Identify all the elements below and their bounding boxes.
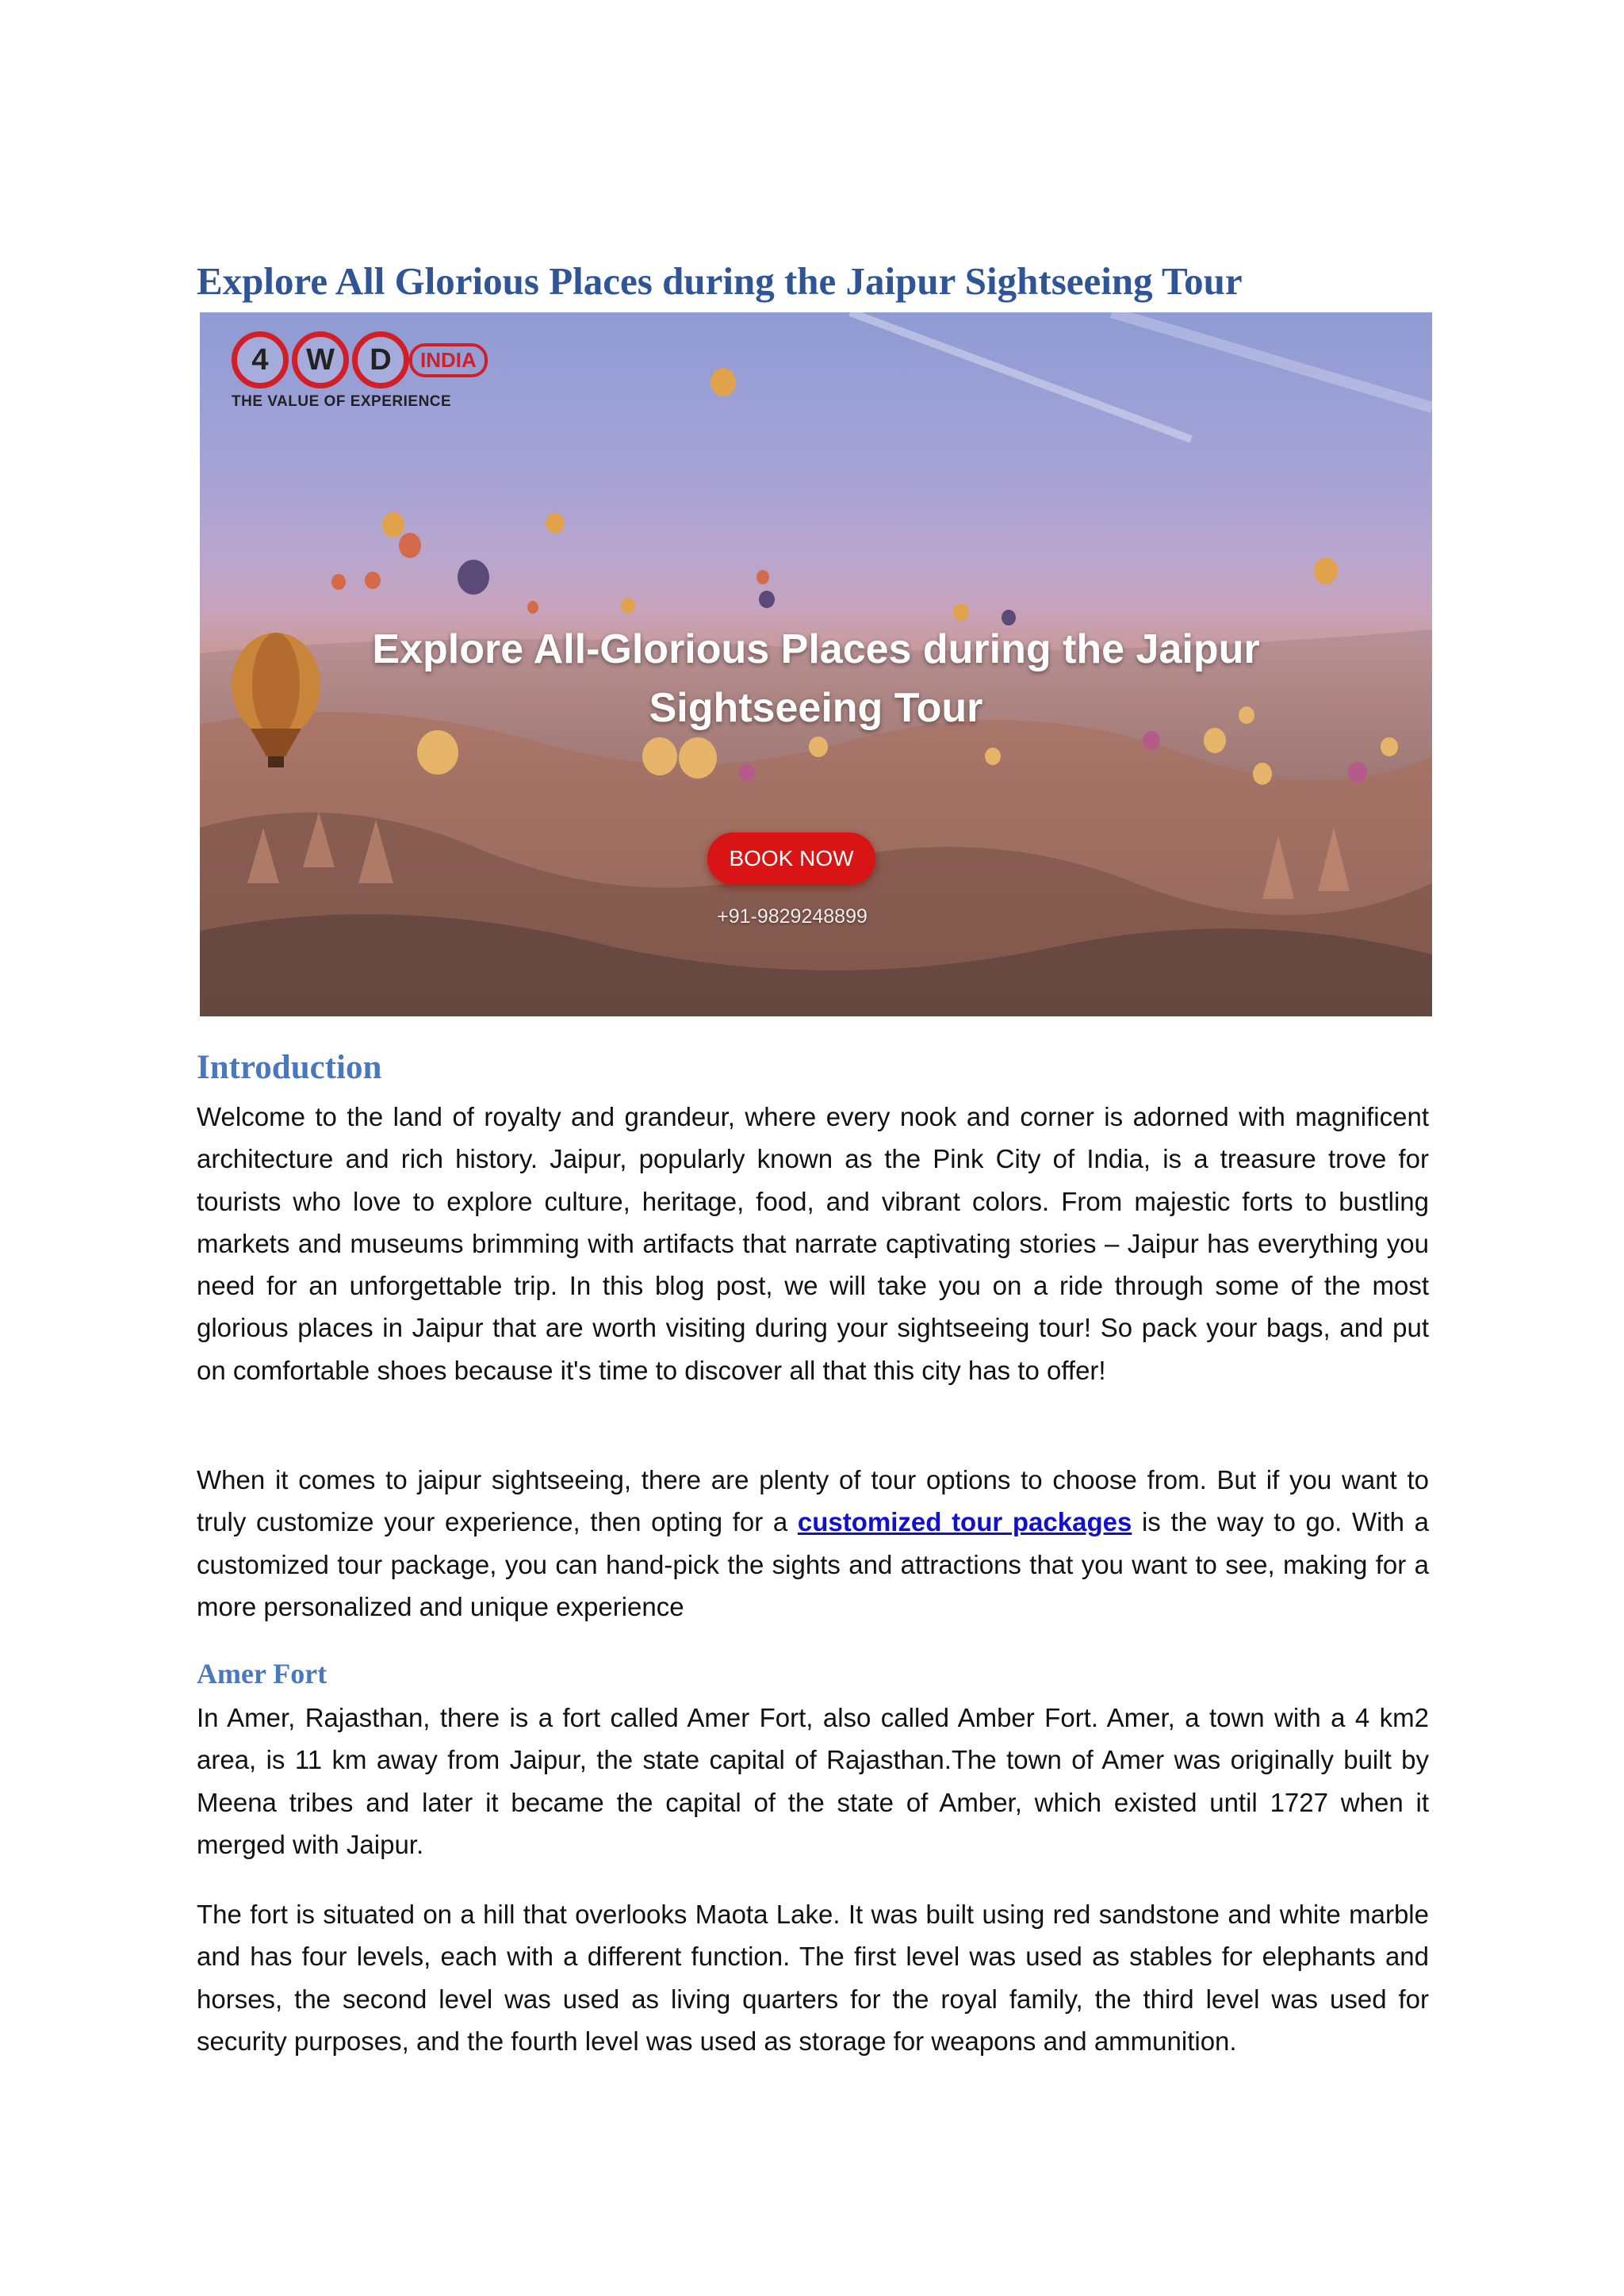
company-logo [232,331,488,411]
hero-banner-image [200,312,1432,1016]
banner-phone-number: +91-9829248899 [717,905,868,928]
amer-fort-paragraph-2: The fort is situated on a hill that overlooks Maota Lake. It was built using red sandstone and white marble and has four levels, each with a different function. The first level was used as stables for elephants and horses, the second level was used as living quarters for the royal family, the third level was used for security purposes, and the fourth level was used as storage for weapons and ammunition. [197,1900,1429,2056]
introduction-heading: Introduction [197,1049,382,1086]
customized-tour-paragraph [197,1459,1429,1628]
logo-letter-d: D [352,331,409,388]
banner-heading [200,620,1432,737]
logo-letter-w: W [292,331,349,388]
banner-heading-line-2: Sightseeing Tour [649,685,983,731]
banner-heading-line-1: Explore All-Glorious Places during the Jaipur [372,626,1260,672]
introduction-paragraph: Welcome to the land of royalty and grandeur, where every nook and corner is adorned with magnificent architecture and rich history. Jaipur, popularly known as the Pink City of India, is a treasure trove for tourists who love to explore culture, heritage, food, and vibrant colors. From majestic forts to bustling markets and museums brimming with artifacts that narrate captivating stories – Jaipur has everything you need for an unforgettable trip. In this blog post, we will take you on a ride through some of the most glorious places in Jaipur that are worth visiting during your sightseeing tour! So pack your bags, and put on comfortable shoes because it's time to discover all that this city has to offer! [197,1102,1429,1385]
paragraph-text-before-link: When it comes to jaipur sightseeing, there are plenty of tour options to choose from. But if you want to truly customize your experience, then opting for a [197,1465,1429,1537]
paragraph-text-after-link: is the way to go. With a customized tour package, you can hand-pick the sights and attractions that you want to see, making for a more personalized and unique experience [197,1507,1429,1621]
logo-letter-4: 4 [232,331,289,388]
logo-country: INDIA [409,343,488,377]
book-now-button[interactable]: BOOK NOW [707,832,875,885]
customized-tour-packages-link[interactable]: customized tour packages [797,1507,1132,1537]
logo-tagline: THE VALUE OF EXPERIENCE [232,393,452,410]
amer-fort-paragraph-1: In Amer, Rajasthan, there is a fort called Amer Fort, also called Amber Fort. Amer, a town with a 4 km2 area, is 11 km away from Jaipur, the state capital of Rajasthan.The town of Amer was originally built by Meena tribes and later it became the capital of the state of Amber, which existed until 1727 when it merged with Jaipur. [197,1703,1429,1859]
amer-fort-heading: Amer Fort [197,1658,327,1689]
document-title: Explore All Glorious Places during the Jaipur Sightseeing Tour [197,259,1243,303]
